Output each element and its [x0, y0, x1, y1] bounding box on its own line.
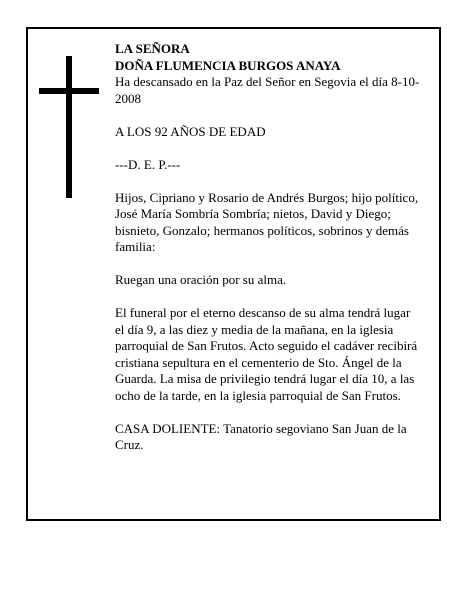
cross-icon — [39, 56, 99, 198]
rip-line: ---D. E. P.--- — [115, 156, 181, 172]
deceased-name: DOÑA FLUMENCIA BURGOS ANAYA — [115, 57, 341, 73]
obituary-text — [115, 41, 420, 454]
obituary-notice — [26, 27, 441, 521]
funeral-paragraph: El funeral por el eterno descanso de su alma tendrá lugar el día 9, a las diez y media de la mañana, en la iglesia parroquial de San Frutos. Acto seguido el cadáver recibirá cristiana sepultura en el cementerio de Sto. Ángel de la Guarda. La misa de privilegio tendrá lugar el día 10, a las ocho de la tarde, en la iglesia parroquial de San Frutos. — [115, 305, 418, 403]
prayer-request: Ruegan una oración por su alma. — [115, 272, 287, 287]
cross-horizontal-bar — [39, 88, 99, 94]
title-line-1: LA SEÑORA — [115, 41, 190, 56]
cross-vertical-bar — [66, 56, 72, 198]
passing-statement: Ha descansado en la Paz del Señor en Segovia el día 8-10-2008 — [115, 74, 420, 106]
age-statement: A LOS 92 AÑOS DE EDAD — [115, 123, 266, 139]
family-paragraph: Hijos, Cipriano y Rosario de Andrés Burgos; hijo político, José María Sombría Sombría; nietos, David y Diego; bisnieto, Gonzalo; hermanos políticos, sobrinos y demás familia: — [115, 189, 419, 254]
mourning-house: CASA DOLIENTE: Tanatorio segoviano San Juan de la Cruz. — [115, 420, 407, 452]
